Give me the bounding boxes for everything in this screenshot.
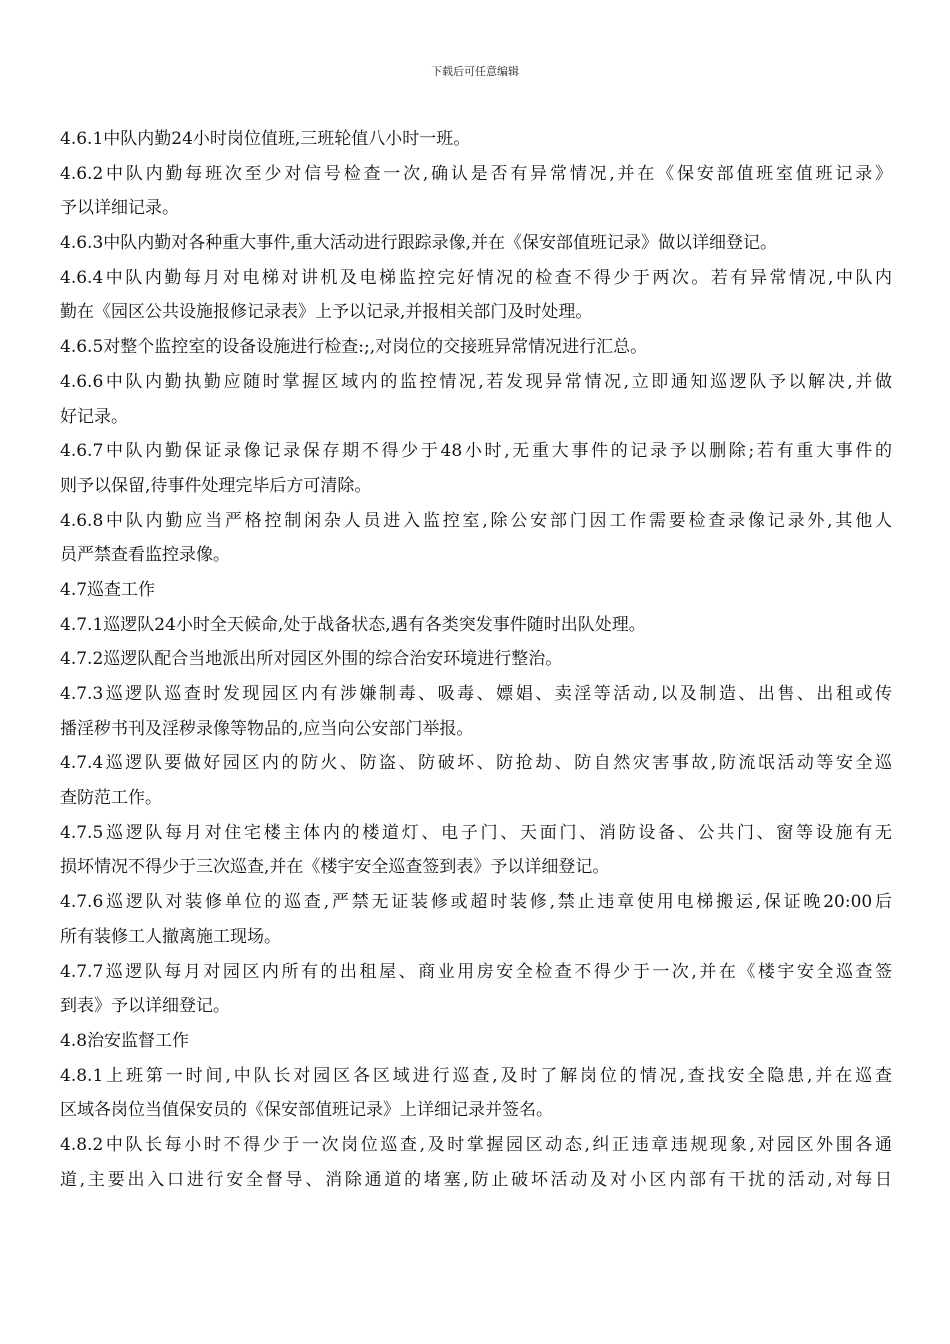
text-line: 4.8治安监督工作 [60,1030,190,1051]
text-line: 员严禁查看监控录像。 [60,545,230,566]
text-line: 区域各岗位当值保安员的《保安部值班记录》上详细记录并签名。 [60,1100,553,1121]
text-line: 4.7.3巡逻队巡查时发现园区内有涉嫌制毒、吸毒、嫖娼、卖淫等活动,以及制造、出售、出租或传 [60,684,892,704]
text-line: 4.6.4中队内勤每月对电梯对讲机及电梯监控完好情况的检查不得少于两次。若有异常情况,中队内 [60,267,892,288]
text-line: 查防范工作。 [60,788,162,809]
document-body [60,122,892,1197]
text-line: 所有装修工人撤离施工现场。 [60,926,281,947]
text-line: 4.7.6巡逻队对装修单位的巡查,严禁无证装修或超时装修,禁止违章使用电梯搬运,保证晚20:00后 [60,892,892,913]
text-line: 4.6.7中队内勤保证录像记录保存期不得少于48小时,无重大事件的记录予以删除;若有重大事件的 [60,441,892,462]
text-line: 4.8.2中队长每小时不得少于一次岗位巡查,及时掌握园区动态,纠正违章违规现象,对园区外围各通 [60,1134,892,1155]
text-line: 4.6.2中队内勤每班次至少对信号检查一次,确认是否有异常情况,并在《保安部值班室值班记录》 [60,163,892,184]
text-line: 则予以保留,待事件处理完毕后方可清除。 [60,475,372,496]
text-line: 4.6.6中队内勤执勤应随时掌握区域内的监控情况,若发现异常情况,立即通知巡逻队予以解决,并做 [60,371,892,392]
text-line: 4.8.1上班第一时间,中队长对园区各区域进行巡查,及时了解岗位的情况,查找安全隐患,并在巡查 [60,1065,892,1086]
text-line: 4.7巡查工作 [60,579,156,600]
page-header-note: 下载后可任意编辑 [431,65,519,78]
text-line: 4.7.2巡逻队配合当地派出所对园区外围的综合治安环境进行整治。 [60,649,563,670]
text-line: 予以详细记录。 [60,198,179,219]
text-line: 4.6.8中队内勤应当严格控制闲杂人员进入监控室,除公安部门因工作需要检查录像记录外,其他人 [60,510,892,531]
text-line: 道,主要出入口进行安全督导、消除通道的堵塞,防止破坏活动及对小区内部有干扰的活动,对每日 [60,1169,892,1190]
text-line: 播淫秽书刊及淫秽录像等物品的,应当向公安部门举报。 [60,718,474,739]
text-line: 4.7.1巡逻队24小时全天候命,处于战备状态,遇有各类突发事件随时出队处理。 [60,614,646,635]
text-line: 4.7.4巡逻队要做好园区内的防火、防盗、防破坏、防抢劫、防自然灾害事故,防流氓活动等安全巡 [60,753,892,774]
text-line: 到表》予以详细登记。 [60,996,230,1017]
text-line: 4.6.1中队内勤24小时岗位值班,三班轮值八小时一班。 [60,129,471,149]
text-line: 4.7.7巡逻队每月对园区内所有的出租屋、商业用房安全检查不得少于一次,并在《楼宇安全巡查签 [60,961,892,982]
text-line: 4.7.5巡逻队每月对住宅楼主体内的楼道灯、电子门、天面门、消防设备、公共门、窗等设施有无 [60,822,892,843]
text-line: 好记录。 [60,406,128,427]
text-line: 4.6.3中队内勤对各种重大事件,重大活动进行跟踪录像,并在《保安部值班记录》做以详细登记。 [60,233,778,254]
text-line: 4.6.5对整个监控室的设备设施进行检查:;,对岗位的交接班异常情况进行汇总。 [60,337,648,358]
text-line: 损坏情况不得少于三次巡查,并在《楼宇安全巡查签到表》予以详细登记。 [60,857,610,878]
text-line: 勤在《园区公共设施报修记录表》上予以记录,并报相关部门及时处理。 [60,302,593,323]
